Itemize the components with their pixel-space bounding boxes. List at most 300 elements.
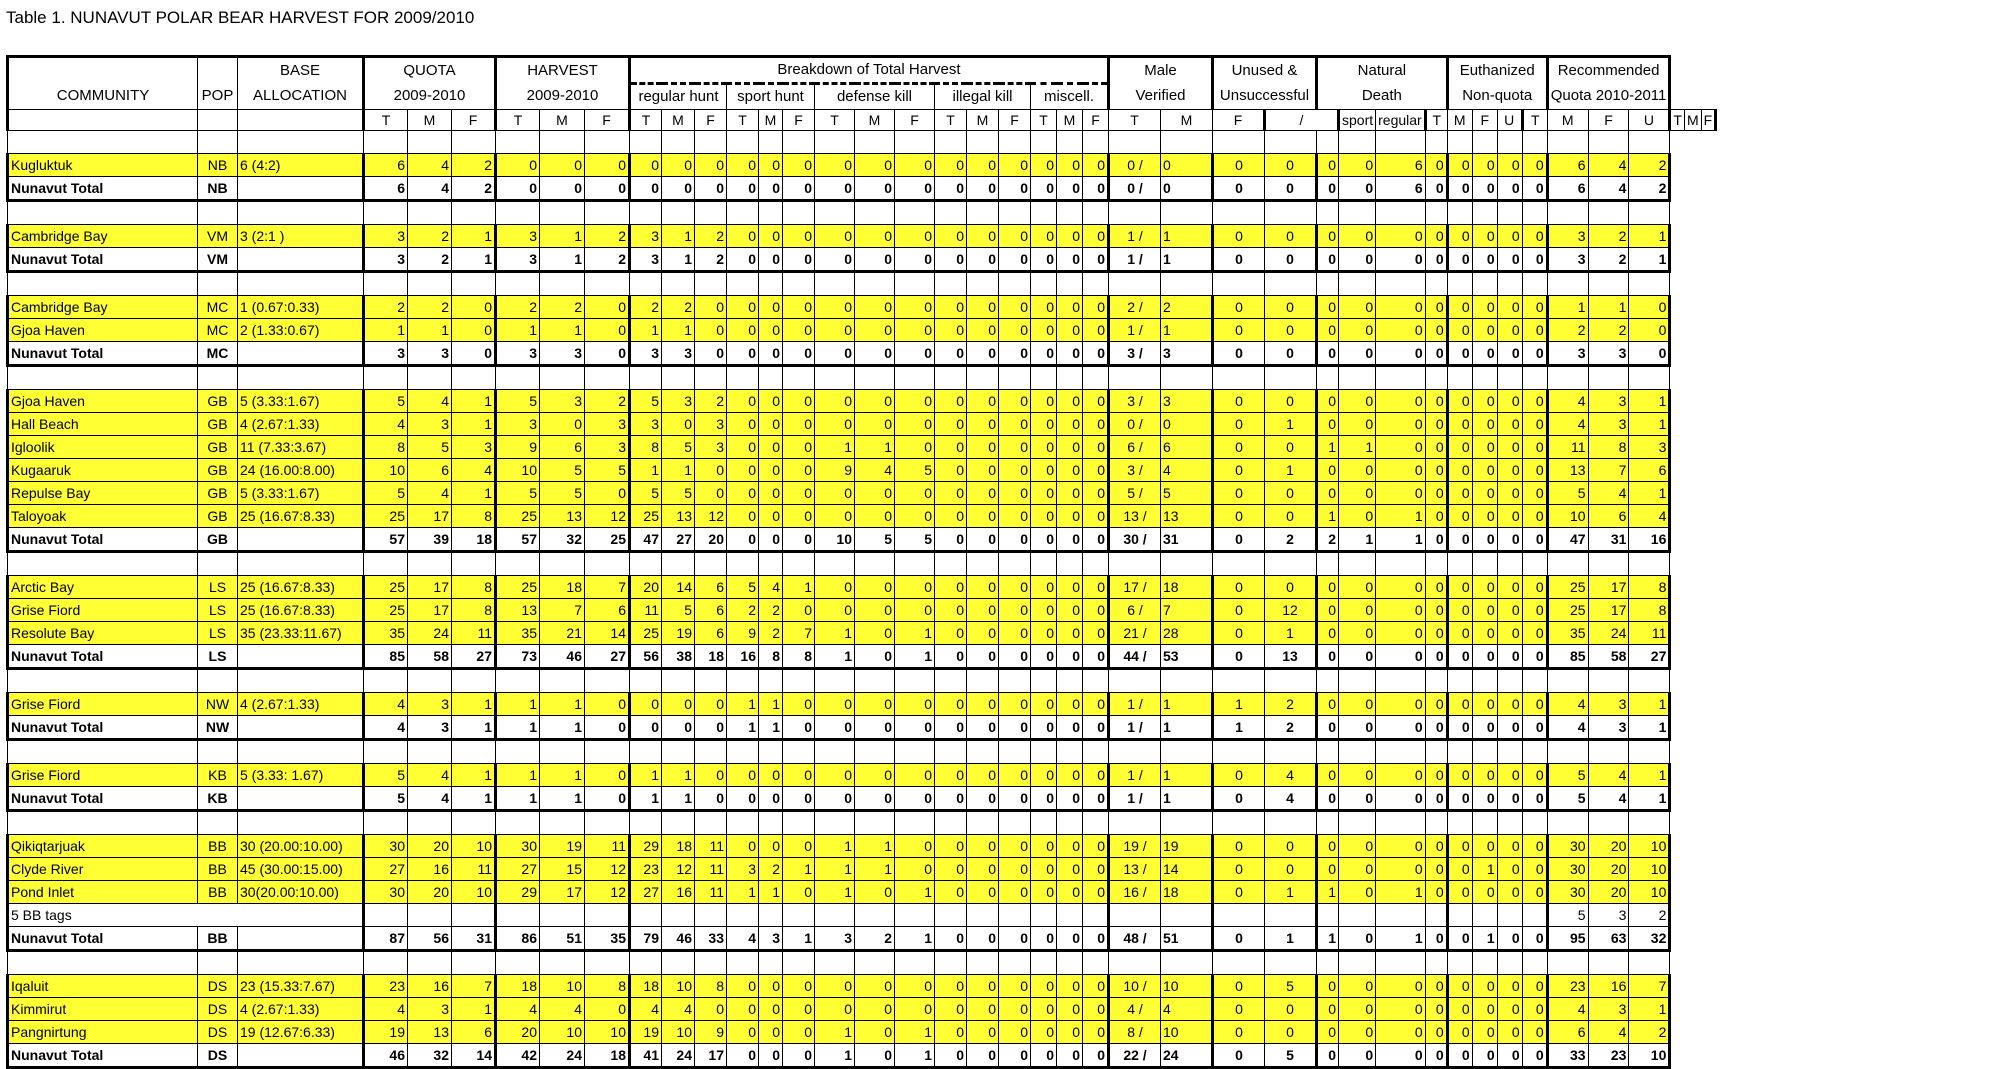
header-sub-label: M [1057,110,1083,131]
value-cell: 2 [1629,177,1670,201]
value-cell: 0 [1317,975,1339,998]
value-cell: 0 [783,764,815,787]
spacer-row [8,740,1716,764]
spacer-cell [364,811,408,835]
community-cell: Pond Inlet [8,881,198,904]
value-cell: 2 [408,296,452,319]
value-cell: 0 [967,787,999,811]
spacer-cell [1031,131,1057,154]
spacer-cell [8,272,198,296]
value-cell: 20 [408,835,452,858]
value-cell: 0 [1425,764,1447,787]
value-cell: 4 [1161,459,1213,482]
spacer-cell [967,904,999,927]
value-cell: 51 [540,927,585,951]
spacer-row [8,811,1716,835]
harvest-table-wrap [6,55,1717,1069]
spacer-cell [999,951,1031,975]
value-cell: 0 [1472,835,1497,858]
spacer-cell [759,904,783,927]
spacer-cell [585,811,630,835]
value-cell: 1 [1213,716,1265,740]
value-cell: 0 [1522,177,1547,201]
value-cell: 0 [1213,975,1265,998]
header-sub-label: T [935,110,967,131]
value-cell: 3 [1588,413,1629,436]
value-cell: 0 [1522,927,1547,951]
value-cell: 0 [759,319,783,342]
value-cell: 0 [1497,764,1522,787]
value-cell: 0 [967,177,999,201]
spacer-cell [1629,552,1670,576]
value-cell: 0 [783,296,815,319]
community-cell: Kugluktuk [8,154,198,177]
value-cell: 28 [1161,622,1213,645]
value-cell: 0 [935,413,967,436]
spacer-cell [1547,272,1588,296]
value-cell: 35 [496,622,540,645]
value-cell: 20 [408,881,452,904]
value-cell: 0 [759,1044,783,1068]
value-cell: 4 [1547,390,1588,413]
value-cell: 0 [967,459,999,482]
value-cell: 0 [1339,482,1376,505]
value-cell: 1 / [1109,764,1161,787]
value-cell: 0 [1031,787,1057,811]
value-cell: 0 [1497,459,1522,482]
value-cell: 27 [364,858,408,881]
community-cell: Nunavut Total [8,248,198,272]
value-cell: 0 [1497,835,1522,858]
value-cell: 0 [783,436,815,459]
header-rec-bottom: Quota 2010-2011 [1547,84,1670,110]
value-cell: 0 [1265,835,1317,858]
spacer-cell [630,272,662,296]
value-cell: 0 [815,716,855,740]
value-cell: 0 [1057,599,1083,622]
spacer-cell [895,669,935,693]
value-cell: 0 [1425,390,1447,413]
value-cell: 0 [783,881,815,904]
value-cell: 0 [935,459,967,482]
value-cell: 0 [895,482,935,505]
value-cell: 0 [1213,835,1265,858]
value-cell: 0 [662,716,695,740]
value-cell: 0 [1317,998,1339,1021]
spacer-cell [364,552,408,576]
spacer-cell [1213,740,1265,764]
spacer-cell [783,131,815,154]
spacer-cell [540,366,585,390]
value-cell: 0 [935,645,967,669]
value-cell: 0 [1083,998,1109,1021]
spacer-cell [895,552,935,576]
value-cell: 0 [759,975,783,998]
value-cell: 47 [630,528,662,552]
value-cell: 0 [855,248,895,272]
value-cell: 0 [1317,622,1339,645]
spacer-cell [695,131,727,154]
value-cell: 0 [999,154,1031,177]
value-cell: 10 [1161,1021,1213,1044]
value-cell: 4 [1588,482,1629,505]
value-cell: 0 [1497,225,1522,248]
value-cell: 10 [585,1021,630,1044]
value-cell: 2 [408,248,452,272]
value-cell: 0 / [1109,154,1161,177]
value-cell: 0 [895,835,935,858]
value-cell: 0 [935,858,967,881]
value-cell: 0 [1083,599,1109,622]
pop-cell: VM [198,225,238,248]
spacer-cell [1317,552,1339,576]
value-cell: 0 [727,390,759,413]
community-cell: Gjoa Haven [8,390,198,413]
value-cell: 63 [1588,927,1629,951]
value-cell: 0 [935,764,967,787]
header-sub-label: T [1670,110,1685,131]
value-cell: 0 [1317,1021,1339,1044]
value-cell: 0 [1522,599,1547,622]
spacer-cell [1213,131,1265,154]
spacer-cell [630,669,662,693]
value-cell: 0 [967,505,999,528]
value-cell: 1 / [1109,319,1161,342]
value-cell: 1 [815,645,855,669]
value-cell: 1 [1213,693,1265,716]
value-cell: 0 [1057,154,1083,177]
value-cell: 0 [1425,319,1447,342]
value-cell: 0 [1339,576,1376,599]
total-row [8,1044,1716,1068]
value-cell: 0 [1522,645,1547,669]
value-cell: 0 [967,881,999,904]
header-sub-label: F [783,110,815,131]
spacer-cell [935,272,967,296]
spacer-cell [585,272,630,296]
value-cell: 4 [364,716,408,740]
community-cell: Nunavut Total [8,787,198,811]
spacer-cell [540,552,585,576]
value-cell: 4 [1629,505,1670,528]
spacer-cell [1109,669,1161,693]
value-cell: 0 [855,881,895,904]
value-cell: 23 [630,858,662,881]
value-cell: 0 [1057,787,1083,811]
value-cell: 2 [496,296,540,319]
value-cell: 0 [815,998,855,1021]
spacer-cell [238,811,364,835]
header-sub-label: M [408,110,452,131]
value-cell: 0 [1497,1044,1522,1068]
value-cell: 0 [1497,154,1522,177]
value-cell: 0 [1339,154,1376,177]
spacer-cell [999,669,1031,693]
value-cell: 1 [1629,716,1670,740]
spacer-cell [727,366,759,390]
value-cell: 1 [540,716,585,740]
value-cell: 0 [1339,858,1376,881]
spacer-cell [540,740,585,764]
value-cell: 0 [1497,599,1522,622]
value-cell: 6 [1547,154,1588,177]
value-cell: 3 (2:1 ) [238,225,364,248]
value-cell [238,342,364,366]
table-cell [238,110,364,131]
spacer-cell [1109,740,1161,764]
spacer-cell [662,811,695,835]
spacer-cell [540,951,585,975]
value-cell: 12 [662,858,695,881]
value-cell: 1 [1629,413,1670,436]
value-cell: 3 [540,342,585,366]
value-cell: 0 [1472,975,1497,998]
value-cell: 3 [1588,998,1629,1021]
value-cell: 0 [1447,296,1472,319]
spacer-cell [695,904,727,927]
value-cell: 0 [1339,998,1376,1021]
value-cell: 0 [1083,154,1109,177]
value-cell: 0 [967,645,999,669]
spacer-cell [452,740,496,764]
value-cell: 6 (4:2) [238,154,364,177]
spacer-cell [8,669,198,693]
header-sub-label: M [1684,110,1701,131]
value-cell: 0 / [1109,177,1161,201]
value-cell: 4 [1588,177,1629,201]
value-cell: 0 [999,225,1031,248]
value-cell: 1 [1265,459,1317,482]
value-cell: 0 [1472,1044,1497,1068]
value-cell: 0 [1425,858,1447,881]
value-cell: 0 [999,599,1031,622]
spacer-cell [1339,552,1376,576]
value-cell: 0 [1376,622,1426,645]
value-cell: 0 [1317,835,1339,858]
value-cell: 0 [935,528,967,552]
value-cell: 11 [452,858,496,881]
value-cell: 11 [585,835,630,858]
header-community-top [8,57,198,84]
value-cell: 87 [364,927,408,951]
value-cell: 0 [1376,390,1426,413]
spacer-cell [1425,131,1447,154]
value-cell: 1 [1472,858,1497,881]
value-cell: 6 [408,459,452,482]
spacer-cell [1109,366,1161,390]
spacer-cell [364,904,408,927]
spacer-cell [585,131,630,154]
value-cell: 30 [1547,858,1588,881]
value-cell: 3 [408,342,452,366]
value-cell: 4 [364,693,408,716]
spacer-cell [1161,951,1213,975]
value-cell: 0 [1522,390,1547,413]
value-cell: 0 [1376,482,1426,505]
value-cell: 0 [783,1044,815,1068]
spacer-cell [1447,669,1472,693]
value-cell: 3 [408,998,452,1021]
spacer-cell [238,131,364,154]
value-cell: 1 [662,225,695,248]
header-sub-label: M [855,110,895,131]
value-cell: 0 [1497,505,1522,528]
pop-cell: BB [198,927,238,951]
value-cell: 0 [935,225,967,248]
value-cell: 0 [1339,975,1376,998]
spacer-cell [1339,669,1376,693]
value-cell: 0 [895,858,935,881]
value-cell: 4 [496,998,540,1021]
value-cell: 4 [1588,764,1629,787]
value-cell: 2 [1629,154,1670,177]
value-cell: 19 / [1109,835,1161,858]
spacer-cell [783,811,815,835]
spacer-cell [1547,366,1588,390]
value-cell: 1 [1265,413,1317,436]
value-cell: 0 [1497,858,1522,881]
value-cell: 0 [999,576,1031,599]
spacer-cell [1472,131,1497,154]
value-cell: 0 [935,881,967,904]
value-cell: 0 [855,1044,895,1068]
spacer-cell [1109,904,1161,927]
spacer-cell [999,740,1031,764]
spacer-cell [408,740,452,764]
value-cell: 3 [662,390,695,413]
value-cell: 1 [1339,528,1376,552]
value-cell: 1 [1629,482,1670,505]
value-cell: 0 [1376,319,1426,342]
value-cell: 0 [1339,645,1376,669]
value-cell: 0 [1161,154,1213,177]
value-cell: 0 [1447,459,1472,482]
value-cell: 0 [1522,459,1547,482]
value-cell: 35 [1547,622,1588,645]
value-cell: 0 [1425,436,1447,459]
value-cell: 0 [1425,645,1447,669]
value-cell: 0 [1161,413,1213,436]
community-cell: Taloyoak [8,505,198,528]
value-cell: 0 [967,576,999,599]
community-cell: Cambridge Bay [8,225,198,248]
header-sub-label: T [1031,110,1057,131]
value-cell: 1 [727,716,759,740]
value-cell: 1 [630,459,662,482]
value-cell: 10 / [1109,975,1161,998]
value-cell: 0 [1472,177,1497,201]
spacer-cell [999,201,1031,225]
value-cell: 1 [662,459,695,482]
value-cell: 0 [783,998,815,1021]
value-cell: 6 [695,599,727,622]
value-cell: 3 [630,413,662,436]
spacer-cell [1317,811,1339,835]
value-cell: 0 [1057,693,1083,716]
value-cell: 0 [1447,622,1472,645]
value-cell: 0 [1057,975,1083,998]
value-cell: 0 [1629,342,1670,366]
value-cell: 30 [364,881,408,904]
value-cell: 0 [855,599,895,622]
value-cell: 4 [759,576,783,599]
community-row [8,154,1716,177]
value-cell: 0 [1083,342,1109,366]
value-cell: 0 [1472,225,1497,248]
value-cell: 4 [727,927,759,951]
value-cell: 0 [727,436,759,459]
spacer-cell [1083,272,1109,296]
community-row [8,390,1716,413]
value-cell: 0 [999,436,1031,459]
value-cell: 0 [1031,248,1057,272]
value-cell: 0 [1317,390,1339,413]
value-cell: 1 [1629,998,1670,1021]
value-cell: 0 [1213,599,1265,622]
value-cell: 0 [1497,881,1522,904]
value-cell: 56 [630,645,662,669]
value-cell: 1 [630,319,662,342]
value-cell: 0 [783,177,815,201]
value-cell: 0 [1339,716,1376,740]
value-cell: 0 [695,787,727,811]
value-cell: 10 [1161,975,1213,998]
value-cell: 58 [408,645,452,669]
spacer-cell [364,951,408,975]
spacer-cell [1339,951,1376,975]
pop-cell: LS [198,576,238,599]
value-cell: 51 [1161,927,1213,951]
value-cell: 0 [727,787,759,811]
value-cell: 0 [759,296,783,319]
spacer-row [8,131,1716,154]
spacer-cell [1109,811,1161,835]
value-cell: 1 [895,1021,935,1044]
spacer-cell [1161,904,1213,927]
value-cell: 0 [1447,927,1472,951]
value-cell: 4 [630,998,662,1021]
value-cell: 0 [935,482,967,505]
header-sub-slash: / [1265,110,1339,131]
spacer-cell [1522,272,1547,296]
value-cell: 0 [855,716,895,740]
table-cell [198,110,238,131]
value-cell: 6 [1376,154,1426,177]
value-cell: 1 / [1109,693,1161,716]
value-cell: 4 / [1109,998,1161,1021]
value-cell: 0 [1376,413,1426,436]
value-cell: 0 [855,225,895,248]
spacer-cell [1497,201,1522,225]
value-cell: 35 [364,622,408,645]
value-cell: 12 [585,881,630,904]
value-cell: 0 [1425,881,1447,904]
value-cell: 0 [585,342,630,366]
value-cell: 1 [496,716,540,740]
value-cell: 1 [1376,505,1426,528]
spacer-cell [695,272,727,296]
spacer-row [8,201,1716,225]
value-cell: 14 [1161,858,1213,881]
header-sport-hunt: sport hunt [727,84,815,110]
spacer-cell [585,740,630,764]
spacer-cell [855,951,895,975]
value-cell: 0 [999,764,1031,787]
spacer-cell [364,740,408,764]
value-cell: 0 [1447,482,1472,505]
spacer-cell [1031,904,1057,927]
value-cell: 3 [759,927,783,951]
